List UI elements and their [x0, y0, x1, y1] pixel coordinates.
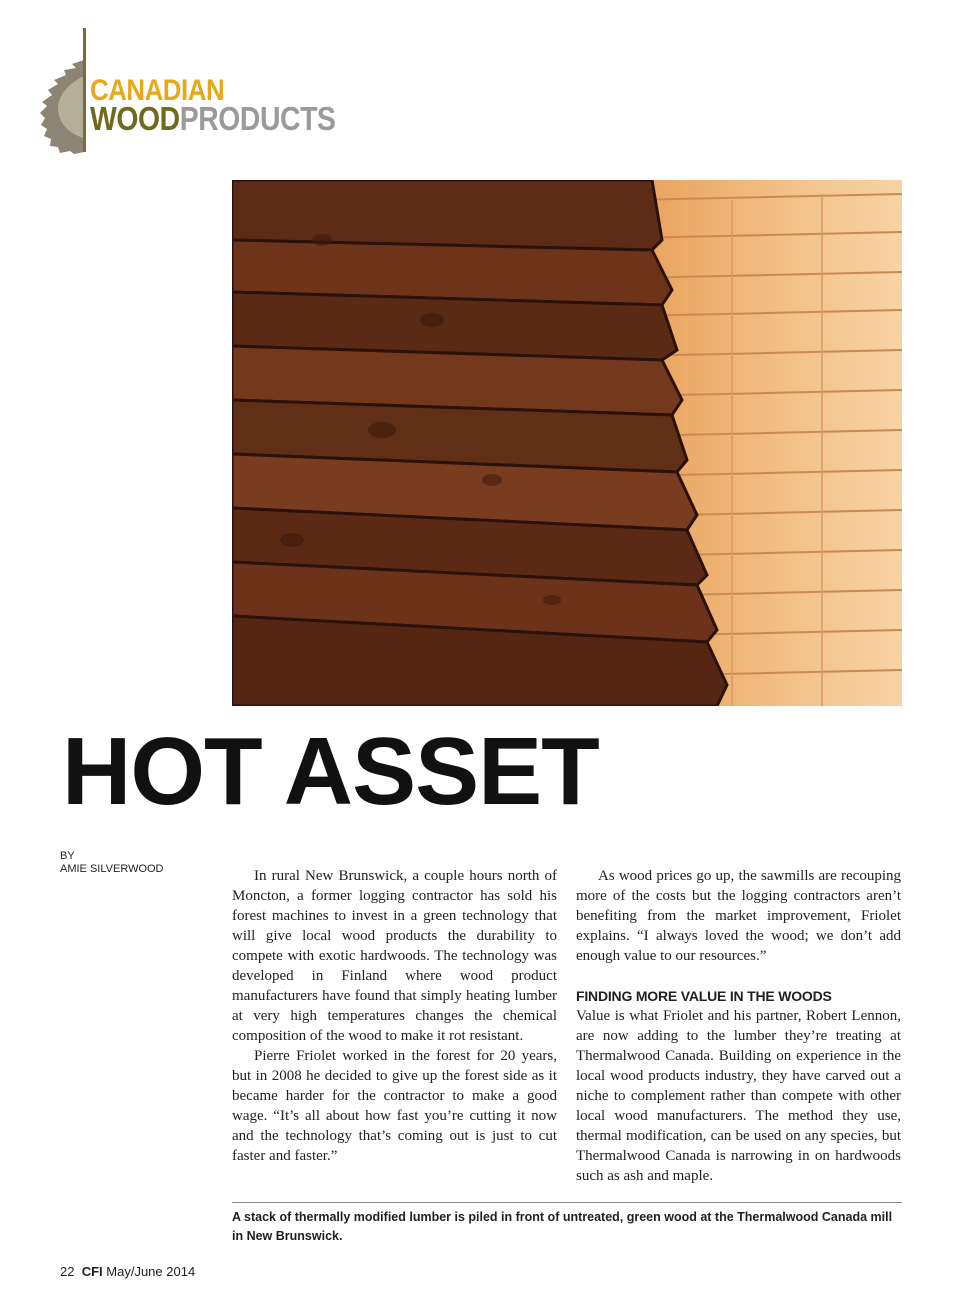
- paragraph: Pierre Friolet worked in the forest for 20 years, but in 2008 he decided to give up the forest side as it became harder for the contractor to make a good wage. “It’s all about how fast you’re cutting it now and the technology that’s coming out is just to cut faster and faster.”: [232, 1048, 557, 1164]
- paragraph: Value is what Friolet and his partner, Robert Lennon, are now adding to the lumber they’re treating at Thermalwood Canada. Building on experience in the local wood products industry, they have carved out a niche to complement rather than compete with other local wood manufacturers. The method they use, thermal modification, can be used on any species, but Thermalwood Canada is narrowing in on hardwoods such as ash and maple.: [576, 1008, 901, 1184]
- article-column-1: [232, 866, 557, 1166]
- caption-divider: [232, 1202, 902, 1203]
- lumber-stack-illustration: [232, 180, 902, 706]
- section-logo: [36, 28, 336, 154]
- lumber-stack-photo: [232, 180, 902, 706]
- issue-date: May/June 2014: [106, 1264, 196, 1279]
- logo-text-wood-products: [90, 102, 336, 135]
- byline: [60, 850, 164, 876]
- paragraph: As wood prices go up, the sawmills are recouping more of the costs but the logging contractors aren’t benefiting from the market improvement, Friolet explains. “I always loved the wood; we don’t add enough value to our resources.”: [576, 868, 901, 964]
- saw-blade-icon: [36, 58, 84, 154]
- paragraph: In rural New Brunswick, a couple hours north of Moncton, a former logging contractor has sold his forest machines to invest in a green technology that will give local wood products the durability to compete with exotic hardwoods. The technology was developed in Finland where wood product manufacturers have found that simply heating lumber at very high temperatures changes the chemical composition of the wood to make it rot resistant.: [232, 868, 557, 1044]
- article-headline: HOT ASSET: [62, 718, 599, 825]
- logo-text-canadian: CANADIAN: [90, 74, 225, 107]
- section-subhead: FINDING MORE VALUE IN THE WOODS: [576, 988, 832, 1004]
- byline-label: BY: [60, 850, 75, 862]
- photo-caption: A stack of thermally modified lumber is piled in front of untreated, green wood at the Thermalwood Canada mill in New Brunswick.: [232, 1210, 893, 1243]
- page-number: 22: [60, 1264, 75, 1279]
- article-column-2: [576, 866, 901, 1186]
- magazine-name: CFI: [81, 1264, 103, 1279]
- byline-author: AMIE SILVERWOOD: [60, 863, 164, 875]
- logo-text-wood: WOOD: [90, 100, 180, 137]
- logo-divider: [83, 28, 86, 152]
- logo-text-products: PRODUCTS: [179, 100, 336, 137]
- page-folio: [60, 1264, 195, 1280]
